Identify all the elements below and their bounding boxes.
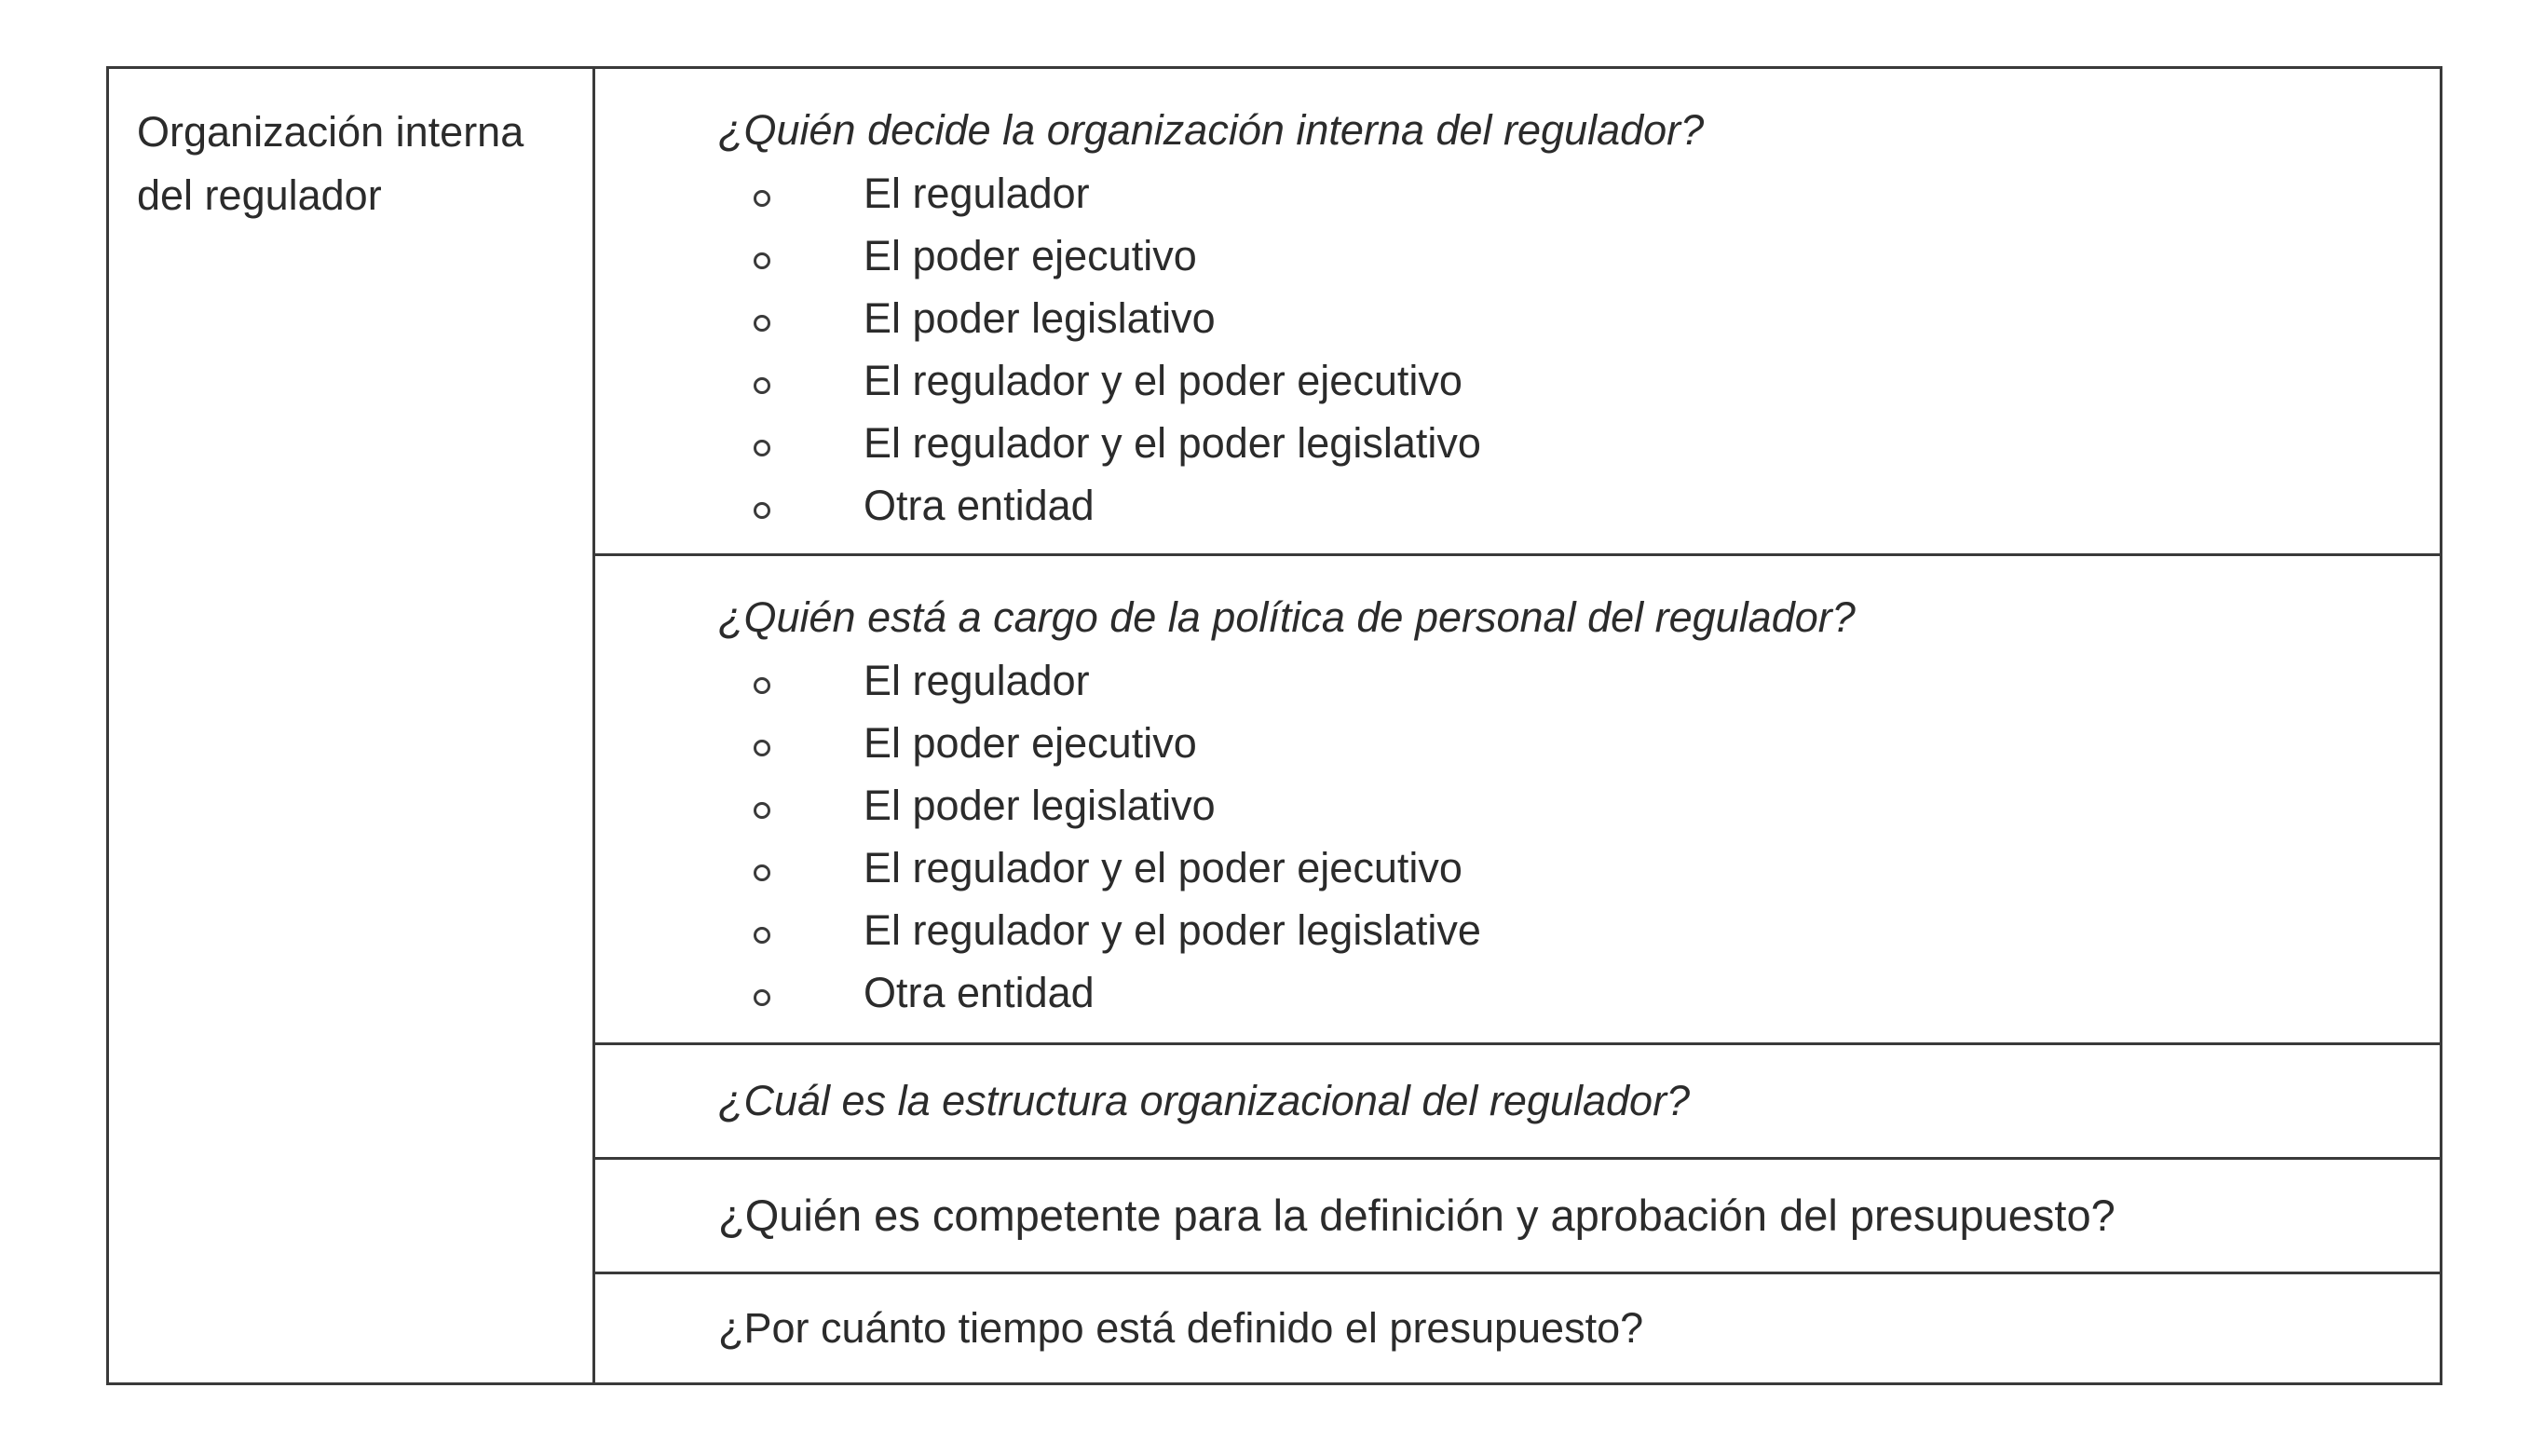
options-list-personnel-policy — [718, 649, 2440, 1024]
section-label-line-1: Organización interna — [137, 108, 524, 156]
questions-column — [595, 69, 2440, 1382]
option-item — [718, 349, 2440, 412]
questionnaire-table — [106, 66, 2442, 1385]
option-label: El poder legislativo — [864, 781, 1216, 829]
question-personnel-policy: ¿Quién está a cargo de la política de personal del regulador? — [718, 593, 1856, 641]
option-item — [718, 774, 2440, 837]
question-budget-competence: ¿Quién es competente para la definición y aprobación del presupuesto? — [718, 1191, 2115, 1240]
circle-bullet-icon — [754, 377, 770, 394]
question-row-internal-organization — [595, 69, 2440, 556]
option-item — [718, 162, 2440, 225]
question-row-budget-competence — [595, 1160, 2440, 1274]
option-item — [718, 412, 2440, 474]
option-label: El regulador y el poder legislative — [864, 905, 1481, 954]
option-label: El poder ejecutivo — [864, 231, 1197, 279]
question-row-budget-duration — [595, 1274, 2440, 1382]
question-internal-organization: ¿Quién decide la organización interna del regulador? — [718, 106, 1705, 154]
option-label: El regulador y el poder legislativo — [864, 418, 1481, 467]
circle-bullet-icon — [754, 252, 770, 269]
question-row-personnel-policy — [595, 556, 2440, 1045]
option-label: El poder legislativo — [864, 293, 1216, 342]
option-label: Otra entidad — [864, 481, 1095, 529]
question-organizational-structure: ¿Cuál es la estructura organizacional del regulador? — [718, 1077, 1691, 1124]
option-label: Otra entidad — [864, 968, 1095, 1016]
circle-bullet-icon — [754, 440, 770, 456]
circle-bullet-icon — [754, 989, 770, 1006]
circle-bullet-icon — [754, 802, 770, 819]
question-budget-duration: ¿Por cuánto tiempo está definido el presupuesto? — [718, 1304, 1644, 1352]
circle-bullet-icon — [754, 927, 770, 944]
question-row-organizational-structure — [595, 1045, 2440, 1160]
option-label: El poder ejecutivo — [864, 718, 1197, 767]
section-label-cell — [109, 69, 595, 1382]
option-label: El regulador y el poder ejecutivo — [864, 843, 1462, 891]
section-label-line-2: del regulador — [137, 171, 382, 219]
option-item — [718, 899, 2440, 961]
option-item — [718, 649, 2440, 712]
option-label: El regulador — [864, 169, 1090, 217]
circle-bullet-icon — [754, 502, 770, 519]
option-item — [718, 712, 2440, 774]
option-item — [718, 961, 2440, 1024]
option-label: El regulador y el poder ejecutivo — [864, 356, 1462, 404]
circle-bullet-icon — [754, 315, 770, 332]
option-label: El regulador — [864, 656, 1090, 704]
circle-bullet-icon — [754, 740, 770, 756]
option-item — [718, 837, 2440, 899]
circle-bullet-icon — [754, 190, 770, 207]
circle-bullet-icon — [754, 677, 770, 694]
options-list-internal-organization — [718, 162, 2440, 537]
option-item — [718, 287, 2440, 349]
circle-bullet-icon — [754, 864, 770, 881]
option-item — [718, 474, 2440, 537]
option-item — [718, 225, 2440, 287]
